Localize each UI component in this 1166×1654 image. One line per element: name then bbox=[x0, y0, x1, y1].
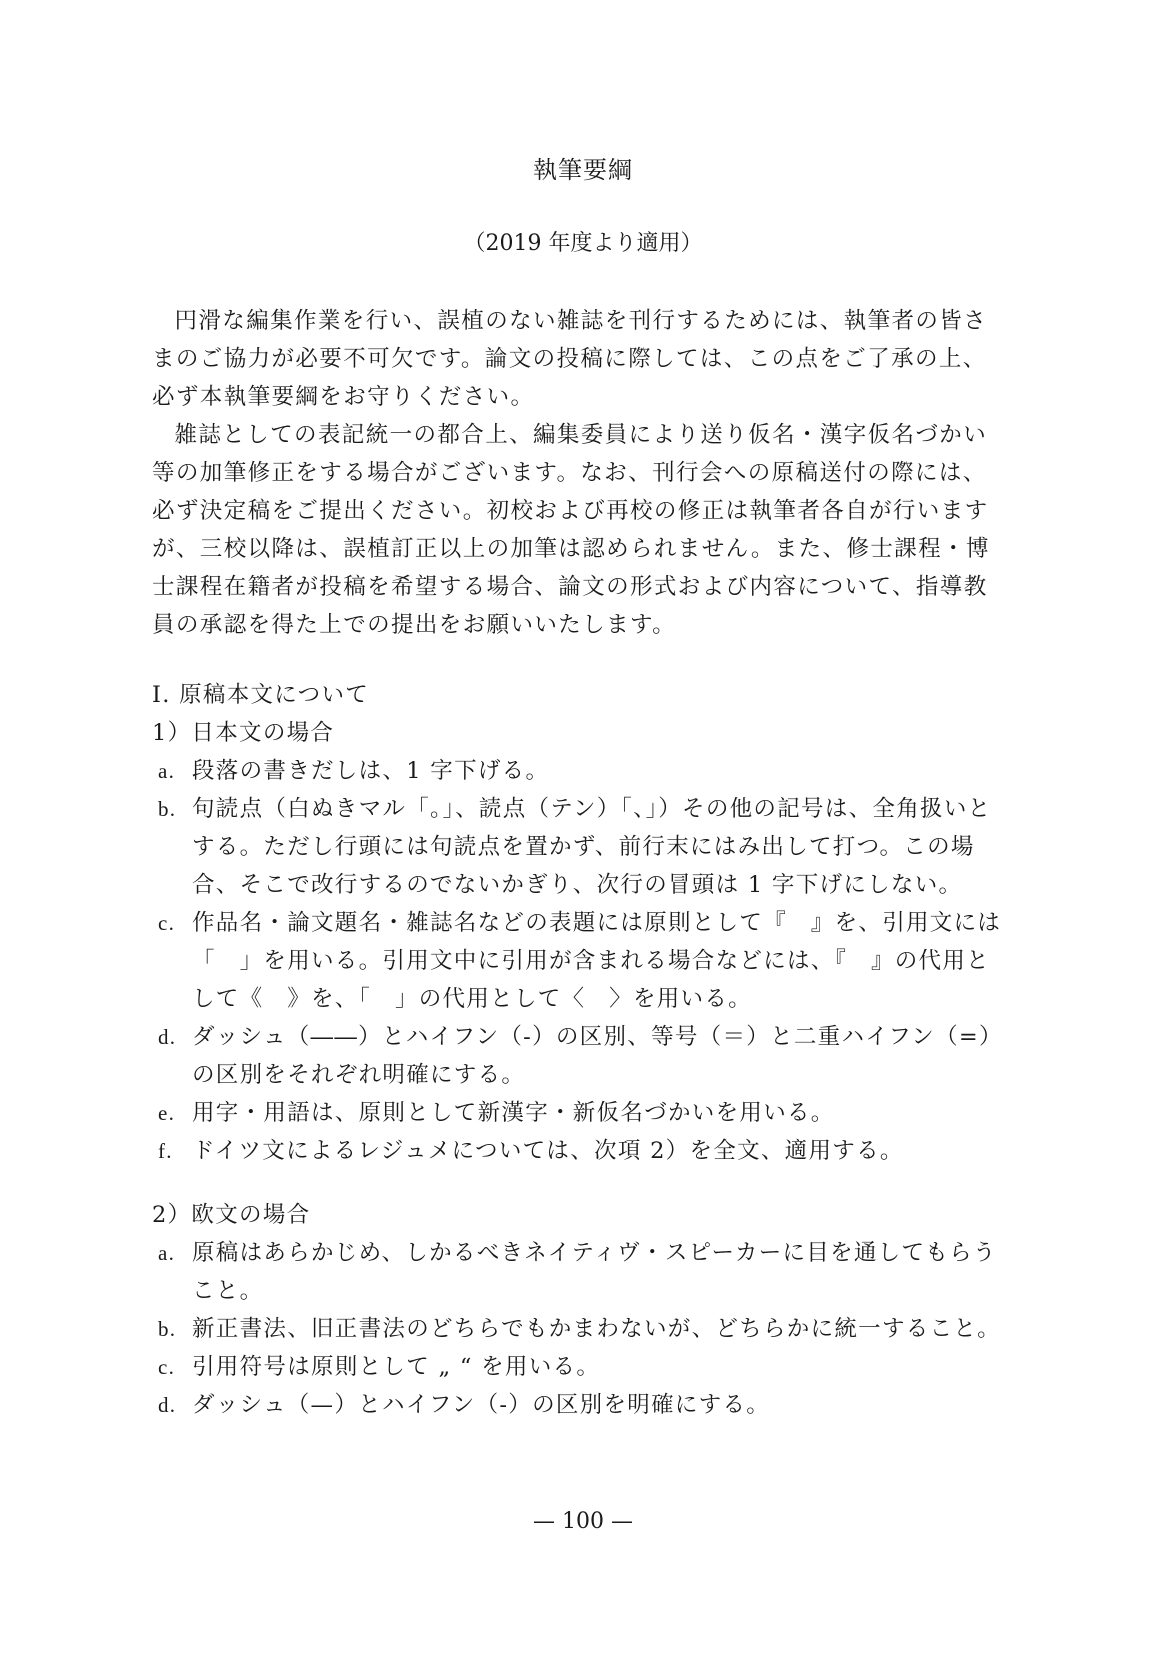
list-marker: f. bbox=[158, 1139, 173, 1163]
list-item-text: ダッシュ（――）とハイフン（-）の区別、等号（＝）と二重ハイフン（=）の区別をそれぞれ明確にする。 bbox=[192, 1024, 992, 1088]
list-marker: e. bbox=[158, 1101, 176, 1125]
list-item-text: 段落の書きだしは、1 字下げる。 bbox=[192, 758, 550, 784]
list-item-text: 原稿はあらかじめ、しかるべきネイティヴ・スピーカーに目を通してもらうこと。 bbox=[192, 1240, 997, 1304]
list-item-text: ダッシュ（—）とハイフン（-）の区別を明確にする。 bbox=[192, 1392, 771, 1418]
list-marker: a. bbox=[158, 759, 176, 783]
page-number: — 100 — bbox=[533, 1509, 633, 1534]
list-marker: d. bbox=[158, 1025, 177, 1049]
list-marker: c. bbox=[158, 911, 176, 935]
intro-paragraph: 雑誌としての表記統一の都合上、編集委員により送り仮名・漢字仮名づかい等の加筆修正をする場合がございます。なお、刊行会への原稿送付の際には、必ず決定稿をご提出ください。初校および再校の修正は執筆者各自が行いますが、三校以降は、誤植訂正以上の加筆は認められません。また、修士課程・博士課程在籍者が投稿を希望する場合、論文の形式および内容について、指導教員の承認を得た上での提出をお願いいたします。 bbox=[152, 422, 990, 638]
list-item-text: 作品名・論文題名・雑誌名などの表題には原則として『 』を、引用文には「 」を用いる。引用文中に引用が含まれる場合などには、『 』の代用として《 》を、「 」の代用として〈 〉を用いる。 bbox=[192, 910, 1002, 1012]
list-item bbox=[152, 1132, 1002, 1170]
list-item bbox=[152, 790, 1002, 904]
list-marker: a. bbox=[158, 1241, 176, 1265]
subsection-heading: 1）日本文の場合 bbox=[152, 720, 335, 746]
list-item-text: 句読点（白ぬきマル「。」、読点（テン）「、」）その他の記号は、全角扱いとする。ただし行頭には句読点を置かず、前行末にはみ出して打つ。この場合、そこで改行するのでないかぎり、次行の冒頭は 1 字下げにしない。 bbox=[192, 796, 992, 898]
list-item bbox=[152, 1386, 1002, 1424]
list-item-text: 引用符号は原則として „ “ を用いる。 bbox=[192, 1354, 601, 1380]
section-heading: I. 原稿本文について bbox=[152, 682, 370, 708]
list-marker: b. bbox=[158, 797, 177, 821]
list-item bbox=[152, 1094, 1002, 1132]
section-european-text bbox=[152, 1196, 1002, 1424]
list-item-text: 新正書法、旧正書法のどちらでもかまわないが、どちらかに統一すること。 bbox=[192, 1316, 1001, 1342]
list-marker: b. bbox=[158, 1317, 177, 1341]
list-item bbox=[152, 1348, 1002, 1386]
list-item bbox=[152, 752, 1002, 790]
list-item-text: ドイツ文によるレジュメについては、次項 2）を全文、適用する。 bbox=[192, 1138, 904, 1164]
list-marker: d. bbox=[158, 1393, 177, 1417]
rule-list bbox=[152, 1234, 1002, 1424]
list-item bbox=[152, 904, 1002, 1018]
list-item bbox=[152, 1018, 1002, 1094]
document-subtitle: （2019 年度より適用） bbox=[463, 231, 703, 256]
section-japanese-text bbox=[152, 676, 1002, 1170]
subsection-heading: 2）欧文の場合 bbox=[152, 1202, 311, 1228]
intro-section bbox=[152, 302, 1000, 644]
list-item-text: 用字・用語は、原則として新漢字・新仮名づかいを用いる。 bbox=[192, 1100, 835, 1126]
list-item bbox=[152, 1310, 1002, 1348]
list-item bbox=[152, 1234, 1002, 1310]
rule-list bbox=[152, 752, 1002, 1170]
intro-paragraph: 円滑な編集作業を行い、誤植のない雑誌を刊行するためには、執筆者の皆さまのご協力が必要不可欠です。論文の投稿に際しては、この点をご了承の上、必ず本執筆要綱をお守りください。 bbox=[152, 308, 988, 410]
list-marker: c. bbox=[158, 1355, 176, 1379]
document-title: 執筆要綱 bbox=[533, 156, 633, 184]
